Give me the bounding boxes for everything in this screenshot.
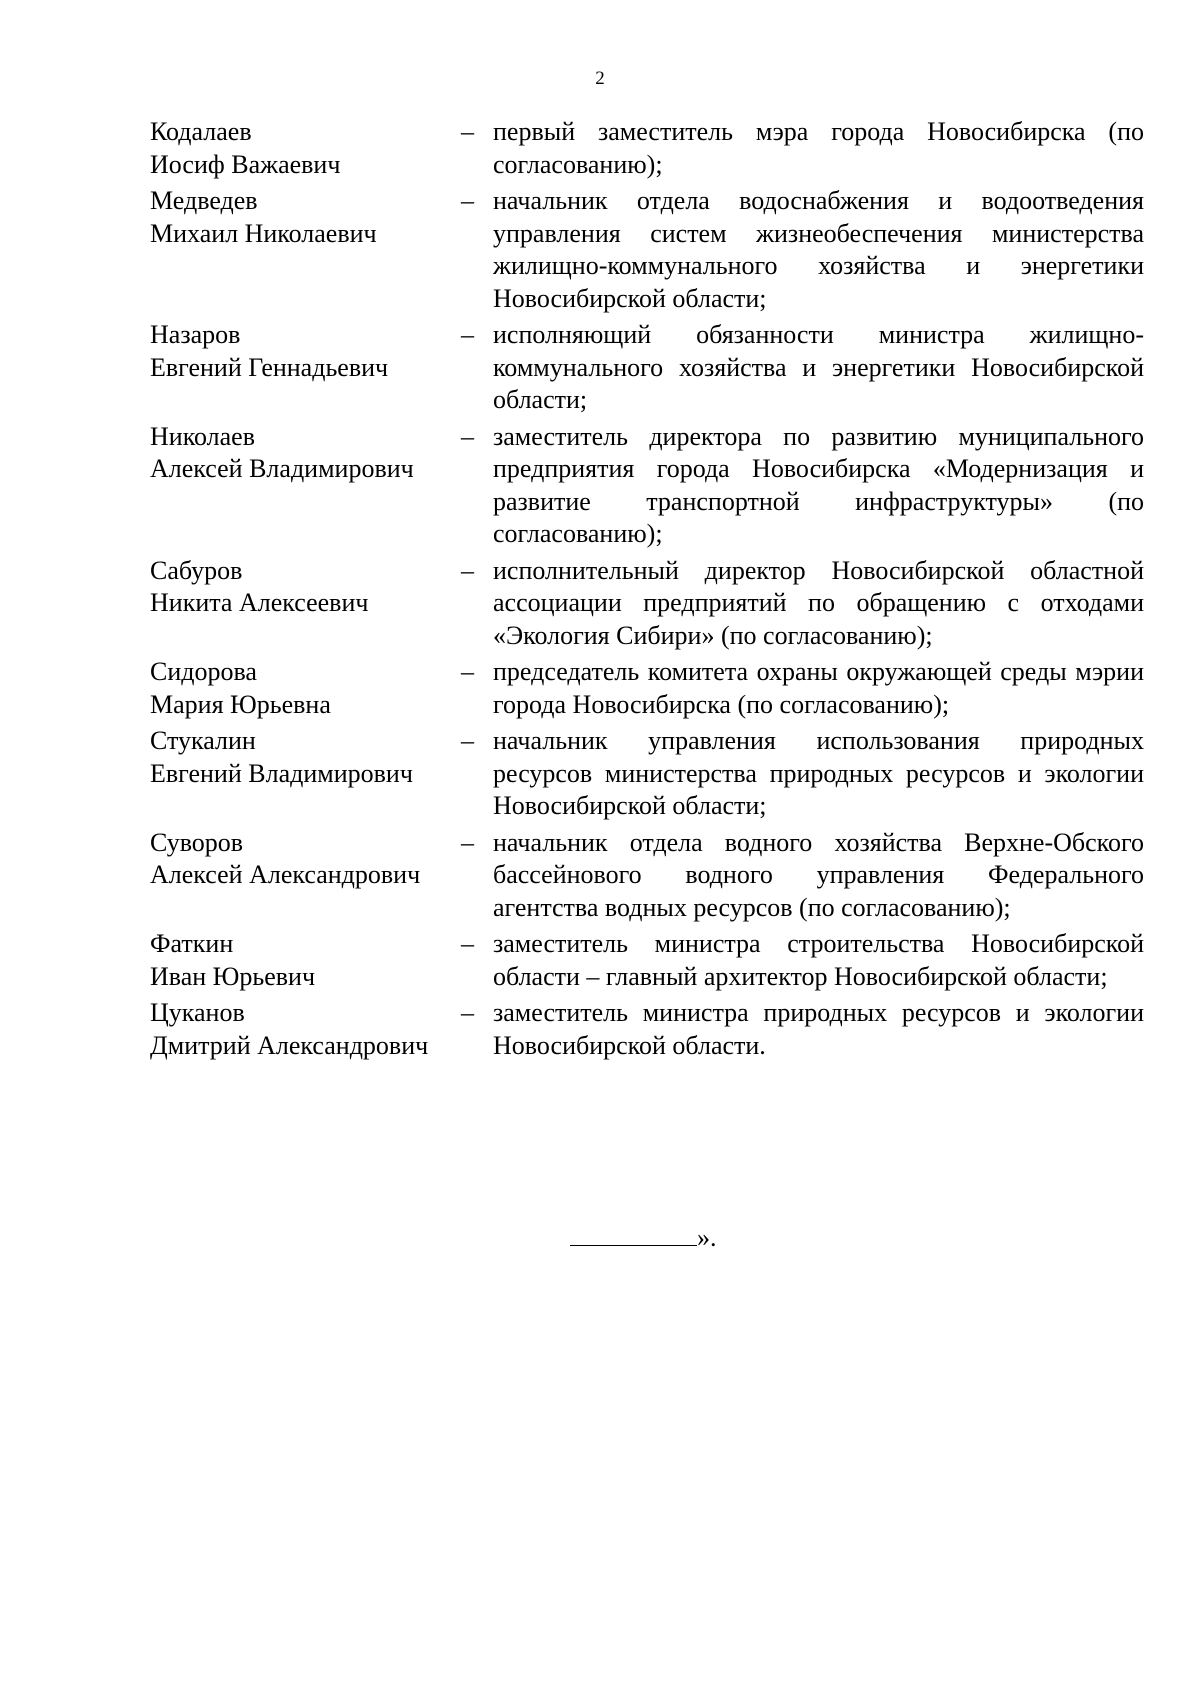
member-list bbox=[150, 116, 1144, 1066]
member-surname: Николаев bbox=[150, 421, 255, 451]
position-line: области – главный архитектор Новосибирской bbox=[493, 961, 1007, 991]
member-entry bbox=[150, 656, 1144, 721]
member-given-names: Алексей Александрович bbox=[150, 860, 421, 889]
member-entry bbox=[150, 319, 1144, 417]
member-dash: – bbox=[461, 117, 474, 146]
member-given-names: Мария Юрьевна bbox=[150, 689, 331, 719]
position-line: исполняющий обязанности министра жилищно- bbox=[493, 320, 1144, 349]
position-line: начальник отдела водоснабжения и водоотведения bbox=[493, 186, 1144, 215]
member-dash: – bbox=[461, 827, 474, 857]
member-entry bbox=[150, 555, 1144, 653]
position-line: заместитель директора по развитию муниципального bbox=[493, 421, 1144, 451]
member-position bbox=[493, 555, 1144, 653]
member-entry bbox=[150, 725, 1144, 823]
member-given-names: Иван Юрьевич bbox=[150, 961, 316, 991]
member-dash: – bbox=[461, 186, 474, 215]
position-line: мэрии города Новосибирска (по согласованию); bbox=[493, 657, 1144, 719]
position-line: и экологии Новосибирской области; bbox=[493, 758, 1145, 820]
member-name bbox=[150, 997, 461, 1062]
member-surname: Сабуров bbox=[150, 555, 243, 585]
member-name bbox=[150, 725, 461, 790]
member-name bbox=[150, 928, 461, 993]
position-line: жилищно-коммунального хозяйства и энергетики bbox=[493, 251, 1144, 280]
member-surname: Медведев bbox=[150, 186, 258, 215]
position-line: и экологии Новосибирской области. bbox=[493, 998, 1144, 1060]
member-given-names: Алексей Владимирович bbox=[150, 454, 414, 483]
position-line: и развитие транспортной инфраструктуры» bbox=[493, 454, 1144, 516]
member-position bbox=[493, 185, 1144, 315]
member-given-names: Евгений Владимирович bbox=[150, 758, 413, 788]
position-line: первый заместитель мэра города Новосибирска bbox=[493, 117, 1086, 146]
member-dash: – bbox=[461, 555, 474, 585]
position-line: ресурсов министерства природных ресурсов bbox=[493, 758, 1006, 788]
position-line: Новосибирской области; bbox=[493, 283, 767, 313]
member-surname: Сидорова bbox=[150, 657, 257, 686]
page-number: 2 bbox=[595, 68, 605, 89]
member-name bbox=[150, 656, 461, 721]
position-line: Новосибирской области; bbox=[493, 352, 1144, 414]
member-dash: – bbox=[461, 726, 474, 755]
signature-line bbox=[570, 1223, 697, 1246]
member-position bbox=[493, 725, 1144, 823]
member-surname: Фаткин bbox=[150, 929, 234, 958]
position-line: (по согласованию); bbox=[493, 486, 1145, 548]
position-line: коммунального хозяйства и энергетики bbox=[493, 352, 956, 382]
member-dash: – bbox=[461, 657, 474, 686]
member-given-names: Евгений Геннадьевич bbox=[150, 352, 389, 382]
position-line: управления систем жизнеобеспечения министерства bbox=[493, 218, 1144, 248]
closing-quote: ». bbox=[697, 1223, 717, 1252]
position-line: председатель комитета охраны окружающей среды bbox=[493, 657, 1067, 686]
member-surname: Суворов bbox=[150, 827, 244, 857]
member-name bbox=[150, 319, 461, 384]
member-surname: Назаров bbox=[150, 320, 241, 349]
member-surname: Цуканов bbox=[150, 998, 245, 1027]
member-entry bbox=[150, 928, 1144, 993]
member-dash: – bbox=[461, 421, 474, 451]
member-name bbox=[150, 827, 461, 892]
position-line: начальник управления использования природных bbox=[493, 726, 1144, 755]
closing-mark bbox=[570, 1222, 717, 1254]
member-entry bbox=[150, 827, 1144, 925]
member-dash: – bbox=[461, 998, 474, 1027]
member-name bbox=[150, 116, 461, 181]
position-line: бассейнового водного управления Федерального bbox=[493, 860, 1144, 889]
position-line: области; bbox=[1013, 961, 1108, 991]
position-line: агентства водных ресурсов (по согласованию); bbox=[493, 892, 1011, 922]
member-position bbox=[493, 827, 1144, 925]
member-entry bbox=[150, 185, 1144, 315]
member-given-names: Никита Алексеевич bbox=[150, 588, 369, 617]
position-line: заместитель министра природных ресурсов bbox=[493, 998, 1002, 1027]
member-dash: – bbox=[461, 929, 474, 958]
member-position bbox=[493, 656, 1144, 721]
position-line: исполнительный директор Новосибирской областной bbox=[493, 555, 1144, 585]
member-surname: Стукалин bbox=[150, 726, 256, 755]
position-line: заместитель министра строительства Новосибирской bbox=[493, 929, 1144, 958]
member-entry bbox=[150, 421, 1144, 551]
member-entry bbox=[150, 116, 1144, 181]
position-line: начальник отдела водного хозяйства Верхне-Обского bbox=[493, 827, 1144, 857]
member-position bbox=[493, 928, 1144, 993]
position-line: предприятия города Новосибирска «Модернизация bbox=[493, 454, 1108, 483]
member-name bbox=[150, 421, 461, 486]
member-dash: – bbox=[461, 320, 474, 349]
member-given-names: Михаил Николаевич bbox=[150, 218, 377, 248]
member-position bbox=[493, 421, 1144, 551]
member-given-names: Дмитрий Александрович bbox=[150, 1030, 429, 1060]
member-given-names: Иосиф Важаевич bbox=[150, 149, 341, 179]
member-position bbox=[493, 997, 1144, 1062]
position-line: ассоциации предприятий по обращению с отходами bbox=[493, 588, 1144, 617]
member-name bbox=[150, 185, 461, 250]
member-name bbox=[150, 555, 461, 620]
member-position bbox=[493, 116, 1144, 181]
member-entry bbox=[150, 997, 1144, 1062]
member-position bbox=[493, 319, 1144, 417]
position-line: (по согласованию); bbox=[493, 117, 1144, 179]
member-surname: Кодалаев bbox=[150, 117, 252, 146]
position-line: «Экология Сибири» (по согласованию); bbox=[493, 620, 933, 650]
